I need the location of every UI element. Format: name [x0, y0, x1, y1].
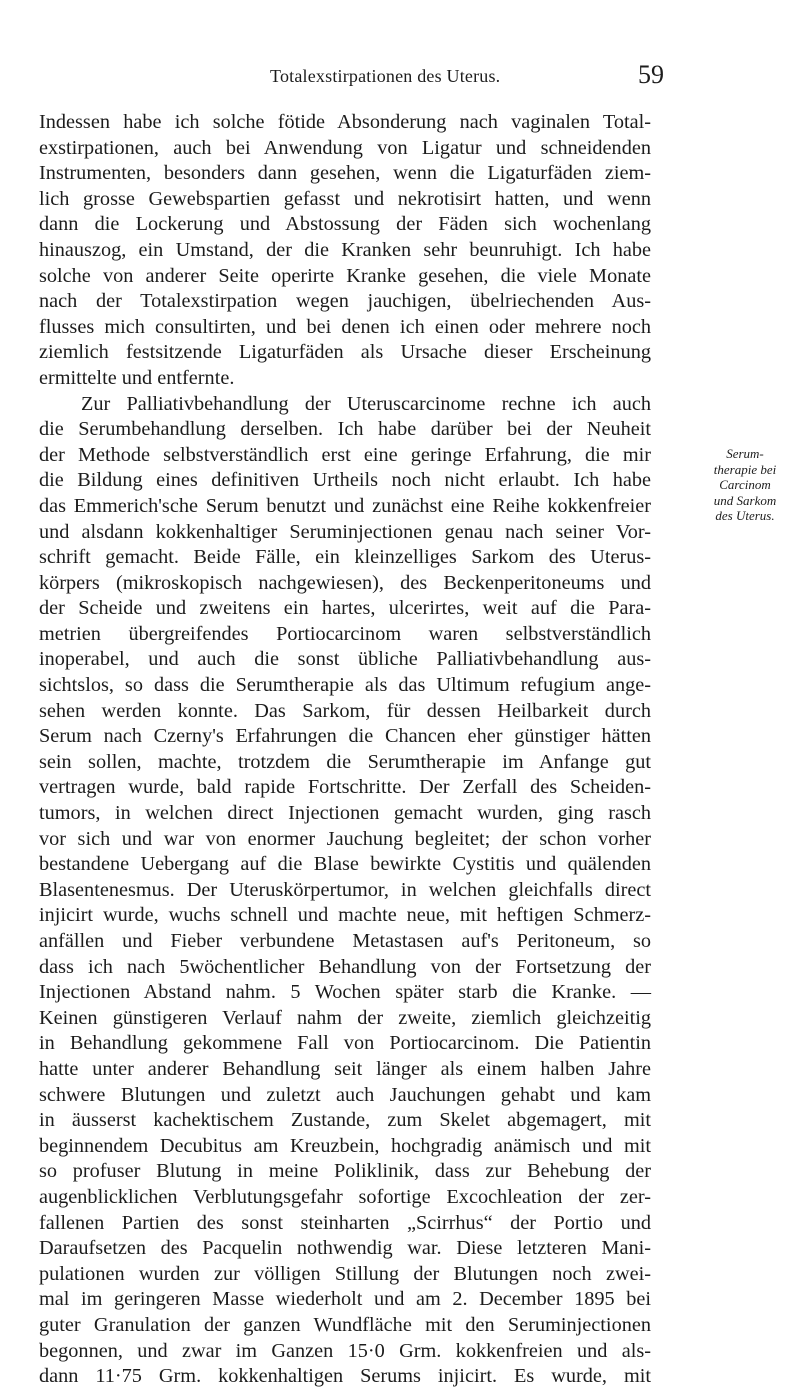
text-line: nach der Totalexstirpation wegen jauchigen, übelriechenden Aus-	[39, 290, 651, 313]
text-line: exstirpationen, auch bei Anwendung von Ligatur und schneidenden	[39, 136, 651, 159]
text-line: ziemlich festsitzende Ligaturfäden als Ursache dieser Erscheinung	[39, 341, 651, 364]
text-line: Blasentenesmus. Der Uteruskörpertumor, in welchen gleichfalls direct	[39, 878, 651, 901]
text-line: das Emmerich'sche Serum benutzt und zunächst eine Reihe kokkenfreier	[39, 494, 651, 517]
margin-note-line: therapie bei	[713, 461, 777, 477]
text-line: Instrumenten, besonders dann gesehen, wenn die Ligaturfäden ziem-	[39, 162, 651, 185]
text-line: flusses mich consultirten, und bei denen ich einen oder mehrere noch	[39, 315, 651, 338]
text-line: beginnendem Decubitus am Kreuzbein, hochgradig anämisch und mit	[39, 1134, 651, 1157]
margin-note-line: und Sarkom	[713, 492, 777, 508]
text-line: Indessen habe ich solche fötide Absonderung nach vaginalen Total-	[39, 111, 651, 133]
text-line: und alsdann kokkenhaltiger Seruminjectionen genau nach seiner Vor-	[39, 520, 651, 543]
text-line: vertragen wurde, bald rapide Fortschritte. Der Zerfall des Scheiden-	[39, 776, 651, 799]
text-line: dann 11·75 Grm. kokkenhaltigen Serums injicirt. Es wurde, mit	[39, 1365, 651, 1388]
text-line: schrift gemacht. Beide Fälle, ein kleinzelliges Sarkom des Uterus-	[39, 546, 651, 569]
text-line: solche von anderer Seite operirte Kranke gesehen, die viele Monate	[39, 264, 651, 287]
text-line: begonnen, und zwar im Ganzen 15·0 Grm. kokkenfreien und als-	[39, 1339, 651, 1362]
text-line: tumors, in welchen direct Injectionen gemacht wurden, ging rasch	[39, 802, 651, 825]
text-line: so profuser Blutung in meine Poliklinik, dass zur Behebung der	[39, 1160, 651, 1183]
text-line: augenblicklichen Verblutungsgefahr sofortige Excochleation der zer-	[39, 1185, 651, 1208]
text-line: sein sollen, machte, trotzdem die Serumtherapie im Anfange gut	[39, 750, 651, 773]
text-line: Injectionen Abstand nahm. 5 Wochen später starb die Kranke. —	[39, 981, 651, 1004]
margin-note	[690, 446, 800, 524]
text-line: fallenen Partien des sonst steinharten „Scirrhus“ der Portio und	[39, 1211, 651, 1234]
text-line: die Serumbehandlung derselben. Ich habe darüber bei der Neuheit	[39, 418, 651, 441]
text-line: hatte unter anderer Behandlung seit länger als einem halben Jahre	[39, 1057, 651, 1080]
margin-note-line: Serum-	[726, 446, 764, 461]
text-line: in Behandlung gekommene Fall von Portiocarcinom. Die Patientin	[39, 1032, 651, 1055]
text-line: injicirt wurde, wuchs schnell und machte neue, mit heftigen Schmerz-	[39, 904, 651, 927]
text-line: sehen werden konnte. Das Sarkom, für dessen Heilbarkeit durch	[39, 699, 651, 722]
margin-note-line: Carcinom	[719, 477, 771, 492]
text-line: bestandene Uebergang auf die Blase bewirkte Cystitis und quälenden	[39, 853, 651, 876]
text-line: mal im geringeren Masse wiederholt und am 2. December 1895 bei	[39, 1288, 651, 1311]
margin-note-line: des Uterus.	[715, 508, 775, 523]
text-line: anfällen und Fieber verbundene Metastasen auf's Peritoneum, so	[39, 930, 651, 952]
text-line: Daraufsetzen des Pacquelin nothwendig war. Diese letzteren Mani-	[39, 1237, 651, 1260]
text-line: vor sich und war von enormer Jauchung begleitet; der schon vorher	[39, 827, 651, 850]
text-line: guter Granulation der ganzen Wundfläche mit den Seruminjectionen	[39, 1313, 651, 1336]
text-line: pulationen wurden zur völligen Stillung der Blutungen noch zwei-	[39, 1262, 651, 1285]
text-line: dann die Lockerung und Abstossung der Fäden sich wochenlang	[39, 213, 651, 236]
text-line: ermittelte und entfernte.	[39, 366, 235, 389]
text-line: metrien übergreifendes Portiocarcinom waren selbstverständlich	[39, 622, 651, 645]
text-line: schwere Blutungen und zuletzt auch Jauchungen gehabt und kam	[39, 1083, 651, 1106]
text-line: der Methode selbstverständlich erst eine geringe Erfahrung, die mir	[39, 443, 651, 466]
text-line: lich grosse Gewebspartien gefasst und nekrotisirt hatten, und wenn	[39, 187, 651, 210]
text-line: Keinen günstigeren Verlauf nahm der zweite, ziemlich gleichzeitig	[39, 1006, 651, 1029]
text-line: sichtslos, so dass die Serumtherapie als das Ultimum refugium ange-	[39, 674, 651, 697]
text-line: der Scheide und zweitens ein hartes, ulcerirtes, weit auf die Para-	[39, 597, 651, 620]
text-line: inoperabel, und auch die sonst übliche Palliativbehandlung aus-	[39, 648, 651, 671]
text-line: in äusserst kachektischem Zustande, zum Skelet abgemagert, mit	[39, 1109, 651, 1132]
text-line: körpers (mikroskopisch nachgewiesen), des Beckenperitoneums und	[39, 571, 651, 594]
body-text	[39, 110, 651, 1390]
text-line: dass ich nach 5wöchentlicher Behandlung von der Fortsetzung der	[39, 955, 651, 978]
running-title: Totalexstirpationen des Uterus.	[270, 66, 501, 86]
page-number: 59	[638, 60, 664, 89]
text-line: hinauszog, ein Umstand, der die Kranken sehr beunruhigt. Ich habe	[39, 238, 651, 261]
text-line: die Bildung eines definitiven Urtheils noch nicht erlaubt. Ich habe	[39, 469, 651, 492]
text-line: Serum nach Czerny's Erfahrungen die Chancen eher günstiger hätten	[39, 725, 651, 748]
text-line: Zur Palliativbehandlung der Uteruscarcinome rechne ich auch	[81, 392, 651, 415]
